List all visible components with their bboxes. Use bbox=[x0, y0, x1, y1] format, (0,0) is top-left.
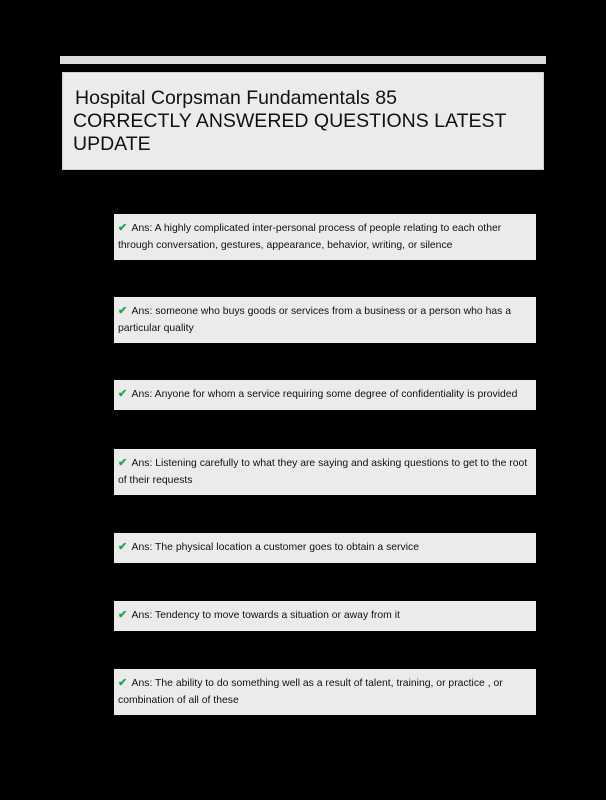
answer-2 bbox=[114, 297, 536, 343]
check-icon: ✔ bbox=[118, 609, 128, 621]
answer-text: Ans: Listening carefully to what they are saying and asking questions to get to the root of their requests bbox=[118, 458, 528, 486]
answer-3 bbox=[114, 380, 536, 410]
answer-6 bbox=[114, 601, 536, 631]
title-line-1: Hospital Corpsman Fundamentals 85 bbox=[75, 87, 397, 109]
answer-1 bbox=[114, 214, 536, 260]
answer-text: Ans: Tendency to move towards a situation or away from it bbox=[131, 610, 400, 621]
check-icon: ✔ bbox=[118, 677, 128, 689]
answer-text: Ans: A highly complicated inter-personal process of people relating to each other through conversation, gestures, appearance, behavior, writing, or silence bbox=[118, 223, 502, 251]
title-line-2: CORRECTLY ANSWERED QUESTIONS LATEST UPDATE bbox=[73, 110, 507, 155]
document-title bbox=[62, 72, 544, 170]
answer-7 bbox=[114, 669, 536, 715]
check-icon: ✔ bbox=[118, 541, 128, 553]
top-divider bbox=[60, 56, 546, 64]
answer-4 bbox=[114, 449, 536, 495]
answer-text: Ans: The physical location a customer goes to obtain a service bbox=[131, 542, 419, 553]
answer-text: Ans: someone who buys goods or services from a business or a person who has a particular quality bbox=[118, 306, 512, 334]
answer-text: Ans: The ability to do something well as a result of talent, training, or practice , or combination of all of these bbox=[118, 678, 503, 706]
check-icon: ✔ bbox=[118, 222, 128, 234]
answer-text: Ans: Anyone for whom a service requiring some degree of confidentiality is provided bbox=[131, 389, 518, 400]
answer-5 bbox=[114, 533, 536, 563]
check-icon: ✔ bbox=[118, 457, 128, 469]
check-icon: ✔ bbox=[118, 305, 128, 317]
check-icon: ✔ bbox=[118, 388, 128, 400]
